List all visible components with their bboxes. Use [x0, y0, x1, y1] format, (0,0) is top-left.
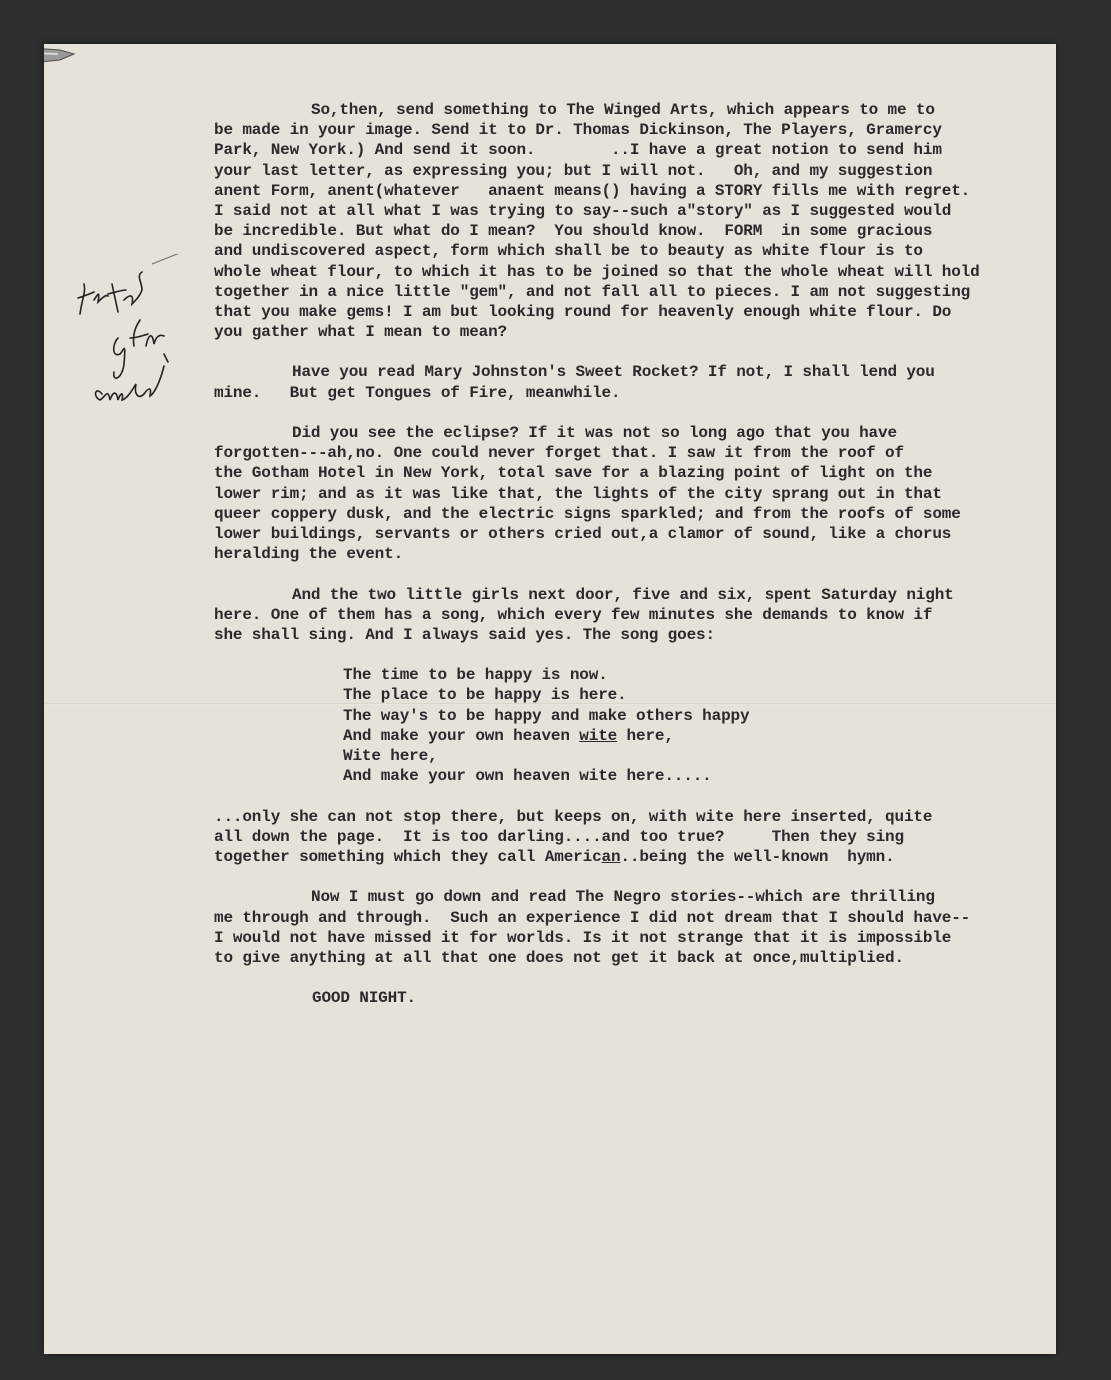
- text-line: Now I must go down and read The Negro stories--which are thrilling: [311, 888, 935, 907]
- text-line: your last letter, as expressing you; but I will not. Oh, and my suggestion: [214, 161, 933, 180]
- text-line: all down the page. It is too darling....and too true? Then they sing: [214, 827, 904, 846]
- text-line: she shall sing. And I always said yes. The song goes:: [214, 625, 715, 644]
- text-line: Park, New York.) And send it soon. ..I have a great notion to send him: [214, 141, 942, 160]
- text-line: lower buildings, servants or others cried out,a clamor of sound, like a chorus: [214, 524, 952, 543]
- handwritten-margin-note: [72, 254, 182, 424]
- pen-tip-icon: [44, 44, 80, 76]
- paragraph-only-she: [214, 807, 1044, 868]
- text-line: you gather what I mean to mean?: [214, 323, 507, 342]
- underlined-word: an: [601, 847, 621, 866]
- text-line: I said not at all what I was trying to say--such a"story" as I suggested would: [214, 201, 952, 220]
- paragraph-little-girls: [214, 585, 1044, 646]
- paragraph-negro-stories: [214, 887, 1044, 968]
- underlined-word: wite: [579, 726, 618, 745]
- signoff-text: GOOD NIGHT.: [312, 989, 416, 1008]
- signoff: [214, 988, 1044, 1008]
- line-text: together something which they call Americ: [214, 847, 602, 866]
- poem-line: The place to be happy is here.: [343, 686, 627, 705]
- text-line: I would not have missed it for worlds. Is it not strange that it is impossible: [214, 928, 952, 947]
- text-line: Have you read Mary Johnston's Sweet Rocket? If not, I shall lend you: [292, 363, 935, 382]
- text-line: mine. But get Tongues of Fire, meanwhile.: [214, 383, 621, 402]
- text-line: me through and through. Such an experience I did not dream that I should have--: [214, 908, 971, 927]
- text-line: ...only she can not stop there, but keeps on, with wite here inserted, quite: [214, 807, 933, 826]
- text-line: forgotten---ah,no. One could never forget that. I saw it from the roof of: [214, 444, 904, 463]
- text-line: be made in your image. Send it to Dr. Thomas Dickinson, The Players, Gramercy: [214, 121, 942, 140]
- text-line: Did you see the eclipse? If it was not so long ago that you have: [292, 424, 897, 442]
- text-line: here. One of them has a song, which every few minutes she demands to know if: [214, 605, 933, 624]
- poem-line: The way's to be happy and make others happy: [343, 706, 750, 725]
- paragraph-winged-arts: [214, 100, 1044, 342]
- line-text: ..being the well-known hymn.: [620, 847, 895, 866]
- poem-line: Wite here,: [343, 747, 438, 765]
- text-line: anent Form, anent(whatever anaent means() having a STORY fills me with regret.: [214, 181, 971, 200]
- text-line: to give anything at all that one does not get it back at once,multiplied.: [214, 948, 904, 967]
- poem-text: And make your own heaven: [343, 726, 580, 745]
- text-line: be incredible. But what do I mean? You should know. FORM in some gracious: [214, 222, 933, 241]
- text-line: So,then, send something to The Winged Arts, which appears to me to: [311, 101, 935, 119]
- poem-text: here,: [617, 726, 674, 745]
- letter-body: [214, 100, 1044, 1029]
- text-line: [214, 847, 1044, 867]
- song-poem: [214, 665, 1044, 786]
- paragraph-eclipse: [214, 423, 1044, 564]
- poem-line: [214, 726, 1044, 746]
- text-line: heralding the event.: [214, 545, 404, 564]
- text-line: queer coppery dusk, and the electric signs sparkled; and from the roofs of some: [214, 504, 961, 523]
- text-line: the Gotham Hotel in New York, total save for a blazing point of light on the: [214, 464, 933, 483]
- paragraph-sweet-rocket: [214, 362, 1044, 402]
- text-line: that you make gems! I am but looking round for heavenly enough white flour. Do: [214, 302, 952, 321]
- poem-line: And make your own heaven wite here.....: [343, 767, 712, 786]
- poem-line: The time to be happy is now.: [343, 666, 608, 685]
- letter-page: [44, 44, 1056, 1354]
- text-line: whole wheat flour, to which it has to be joined so that the whole wheat will hold: [214, 262, 980, 281]
- text-line: together in a nice little "gem", and not fall all to pieces. I am not suggesting: [214, 282, 971, 301]
- text-line: lower rim; and as it was like that, the lights of the city sprang out in that: [214, 484, 942, 503]
- text-line: And the two little girls next door, five and six, spent Saturday night: [292, 585, 954, 604]
- text-line: and undiscovered aspect, form which shall be to beauty as white flour is to: [214, 242, 923, 261]
